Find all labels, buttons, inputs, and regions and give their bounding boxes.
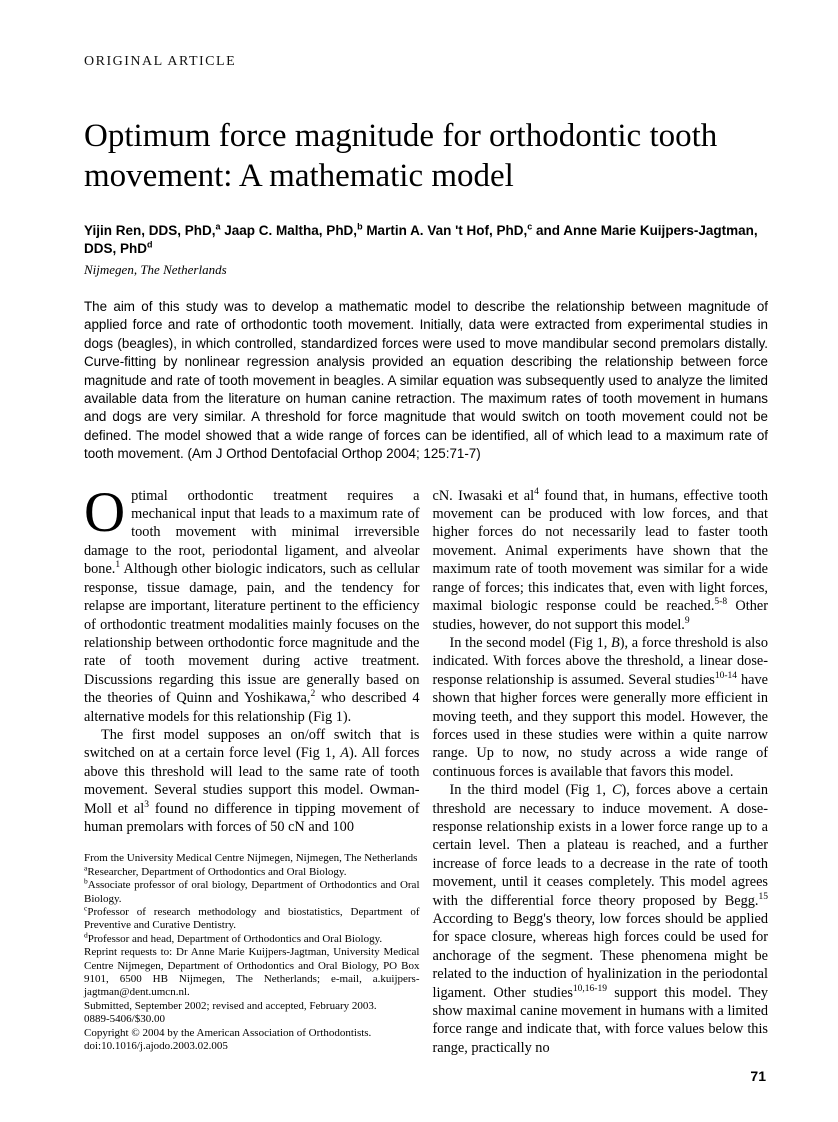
two-column-body [84,480,768,1058]
author-line: Yijin Ren, DDS, PhD,$^a$ Jaap C. Maltha, PhD,$^b$ Martin A. Van 't Hof, PhD,$^c$ and Anne Marie Kuijpers-Jagtman, DDS, PhD$^d$ [84,221,758,256]
body-paragraph: cN. Iwasaki et $al^4$ found that, in humans, effective tooth movement can be produced with low forces, and that higher forces do not necessarily lead to faster tooth movement. Animal experiments have shown that the maximum rate of tooth movement was similar for a wide range of forces; this indicates that, even with light forces, maximal biologic response could be reached.$^{5-8}$ Other studies, however, do not support this model.$^9$ [432,486,768,633]
footnote-line: doi:10.1016/j.ajodo.2003.02.005 [84,1040,228,1053]
footnote-line: From the University Medical Centre Nijmegen, Nijmegen, The Netherlands [84,852,418,865]
body-paragraph: In the second model (Fig 1, B), a force threshold is also indicated. With forces above the threshold, a linear dose-response relationship is assumed. Several studies$^{10-14}$ have shown that higher forces were generally more efficient in moving teeth, and they support this model. However, the forces used in these studies were within a quite narrow range. Up to now, no study across a wide range of continuous forces is available that favors this model. [432,634,768,780]
body-column-right [433,487,769,1058]
footnote-line: $^c$Professor of research methodology and biostatistics, Department of Preventive and Curative Dentistry. [84,903,420,932]
body-paragraph [84,480,420,726]
body-paragraph: In the third model (Fig 1, C), forces above a certain threshold are necessary to induce movement. A dose-response relationship exists in a lower force range up to a certain level. Then a plateau is reached, and a further increase of force leads to a decrease in the rate of tooth movement, until it ceases completely. This model agrees with the differential force theory proposed by Begg.$^{15}$ According to Begg's theory, low forces should be applied for space closure, whereas high forces could be used for anchorage of the segment. These phenomena might be related to the induction of hyalinization in the periodontal ligament. Other studies$^{10,16-19}$ support this model. They show maximal canine movement in humans with a limited force range and indicate that, with force values below this range, practically no [432,782,768,1056]
body-paragraph: The first model supposes an on/off switch that is switched on at a certain force level (Fig 1, A). All forces above this threshold will lead to the same rate of tooth movement. Several studies support this model. Owman-Moll et $al^3$ found no difference in tipping movement of human premolars with forces of 50 cN and 100 [84,726,420,835]
footnote-block [84,852,420,1053]
drop-cap: O [84,480,126,544]
footnote-line: 0889-5406/$30.00 [84,1013,165,1026]
footnote-line: $^d$Professor and head, Department of Orthodontics and Oral Biology. [84,930,383,945]
footnote-line: Copyright © 2004 by the American Association of Orthodontists. [84,1026,372,1039]
footnote-line: Submitted, September 2002; revised and accepted, February 2003. [84,999,377,1012]
article-title: Optimum force magnitude for orthodontic tooth movement: A mathematic model [84,118,718,194]
page-number: 71 [750,1068,766,1084]
body-column-left [84,480,420,1058]
section-label: ORIGINAL ARTICLE [84,54,237,69]
footnote-line: $^a$Researcher, Department of Orthodontics and Oral Biology. [84,863,347,878]
footnote-line: $^b$Associate professor of oral biology, Department of Orthodontics and Oral Biology. [84,876,420,905]
footnote-line: Reprint requests to: Dr Anne Marie Kuijpers-Jagtman, University Medical Centre Nijmegen, Department of Orthodontics and Oral Biology, PO Box 9101, 6500 HB Nijmegen, The Netherlands; e-mail, a.kuijpers-jagtman@dent.umcn.nl. [84,946,420,999]
abstract-paragraph: The aim of this study was to develop a mathematic model to describe the relationship between magnitude of applied force and rate of orthodontic tooth movement. Initially, data were extracted from experimental studies in dogs (beagles), in which controlled, standardized forces were used to move mandibular second premolars distally. Curve-fitting by nonlinear regression analysis provided an equation describing the relationship between force magnitude and rate of tooth movement in beagles. A similar equation was subsequently used to analyze the limited available data from the literature on human canine retraction. The maximum rates of tooth movement in humans and dogs are very similar. A threshold for force magnitude that would switch on tooth movement could not be defined. The model showed that a wide range of forces can be identified, all of which lead to a maximum rate of tooth movement. (Am J Orthod Dentofacial Orthop 2004; 125:71-7) [84,299,768,462]
author-location: Nijmegen, The Netherlands [84,262,227,277]
paragraph-text: ptimal orthodontic treatment requires a mechanical input that leads to a maximum rate of tooth movement with minimal irreversible damage to the root, periodontal ligament, and alveolar bone.$^1$ Although other biologic indicators, such as cellular response, tissue damage, pain, and the tendency for relapse are important, literature pertinent to the efficiency of orthodontic treatment modalities mainly focuses on the relationship between orthodontic force magnitude and the rate of tooth movement during active treatment. Discussions regarding this issue are generally based on the theories of Quinn and Yoshikawa,$^2$ who described 4 alternative models for this relationship (Fig 1). [84,487,420,725]
